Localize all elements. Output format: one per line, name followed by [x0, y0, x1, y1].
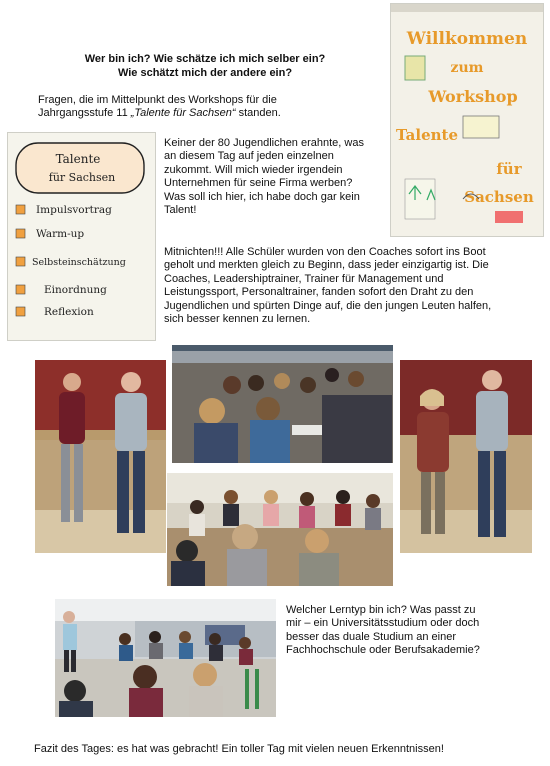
paragraph-expectations: Keiner der 80 Jugendlichen erahnte, was an diesem Tag auf jeden einzelnen zukommt. Will mich wieder irgendein Unternehmen für seine Firma werben? Was soll ich hier, ich habe doch gar kein Talent!	[164, 137, 364, 217]
welcome-line-1: Willkommen	[406, 29, 528, 49]
agenda-item: Warm-up	[36, 228, 85, 240]
circle-group-photo	[167, 473, 393, 586]
agenda-item: Selbsteinschätzung	[32, 257, 126, 268]
agenda-item: Reflexion	[44, 306, 94, 318]
welcome-line-4: Talente	[395, 126, 459, 144]
welcome-line-2: zum	[450, 60, 484, 76]
welcome-line-5: für	[496, 160, 522, 178]
agenda-item: Einordnung	[44, 284, 107, 296]
welcome-flipchart-photo	[390, 3, 544, 237]
agenda-flipchart-photo	[7, 132, 156, 341]
agenda-title-2: für Sachsen	[48, 171, 116, 184]
page-heading	[40, 52, 370, 80]
agenda-title-1: Talente	[55, 152, 101, 166]
agenda-item: Impulsvortrag	[36, 204, 112, 216]
coaches-stage-photo	[35, 360, 166, 553]
heading-line-2: Wie schätzt mich der andere ein?	[117, 67, 293, 79]
heading-line-1: Wer bin ich? Wie schätze ich mich selber ein?	[84, 53, 326, 65]
agenda-bullet-icon	[16, 229, 25, 238]
agenda-bullet-icon	[16, 205, 25, 214]
paragraph-coaches: Mitnichten!!! Alle Schüler wurden von den Coaches sofort ins Boot geholt und merkten gleich zu Beginn, dass jeder einzigartig ist. Die Coaches, Leadershiptrainer, Trainer für Management und Leistungssport, Personaltrainer, fanden sofort den Draht zu den Jugendlichen und spürten Dinge auf, die den jungen Leuten halfen, sich besser kennen zu lernen.	[164, 246, 492, 326]
welcome-line-6: Sachsen	[464, 188, 534, 206]
agenda-bullet-icon	[16, 307, 25, 316]
paragraph-study-questions: Welcher Lerntyp bin ich? Was passt zu mir – ein Universitätsstudium oder doch besser das duale Studium an einer Fachhochschule oder Berufsakademie?	[286, 604, 480, 657]
intro-paragraph	[38, 94, 338, 121]
students-writing-photo	[172, 345, 393, 463]
agenda-bullet-icon	[16, 257, 25, 266]
agenda-bullet-icon	[16, 285, 25, 294]
workshop-name: „Talente für Sachsen“	[130, 107, 236, 120]
coaches-presenting-photo	[400, 360, 532, 553]
conclusion-line: Fazit des Tages: es hat was gebracht! Ein toller Tag mit vielen neuen Erkenntnissen!	[34, 743, 444, 755]
intro-text: Fragen, die im Mittelpunkt des Workshops für die Jahrgangsstufe 11	[38, 94, 277, 120]
intro-tail: standen.	[235, 107, 281, 120]
workshop-room-photo	[55, 599, 276, 717]
welcome-line-3: Workshop	[428, 87, 518, 106]
